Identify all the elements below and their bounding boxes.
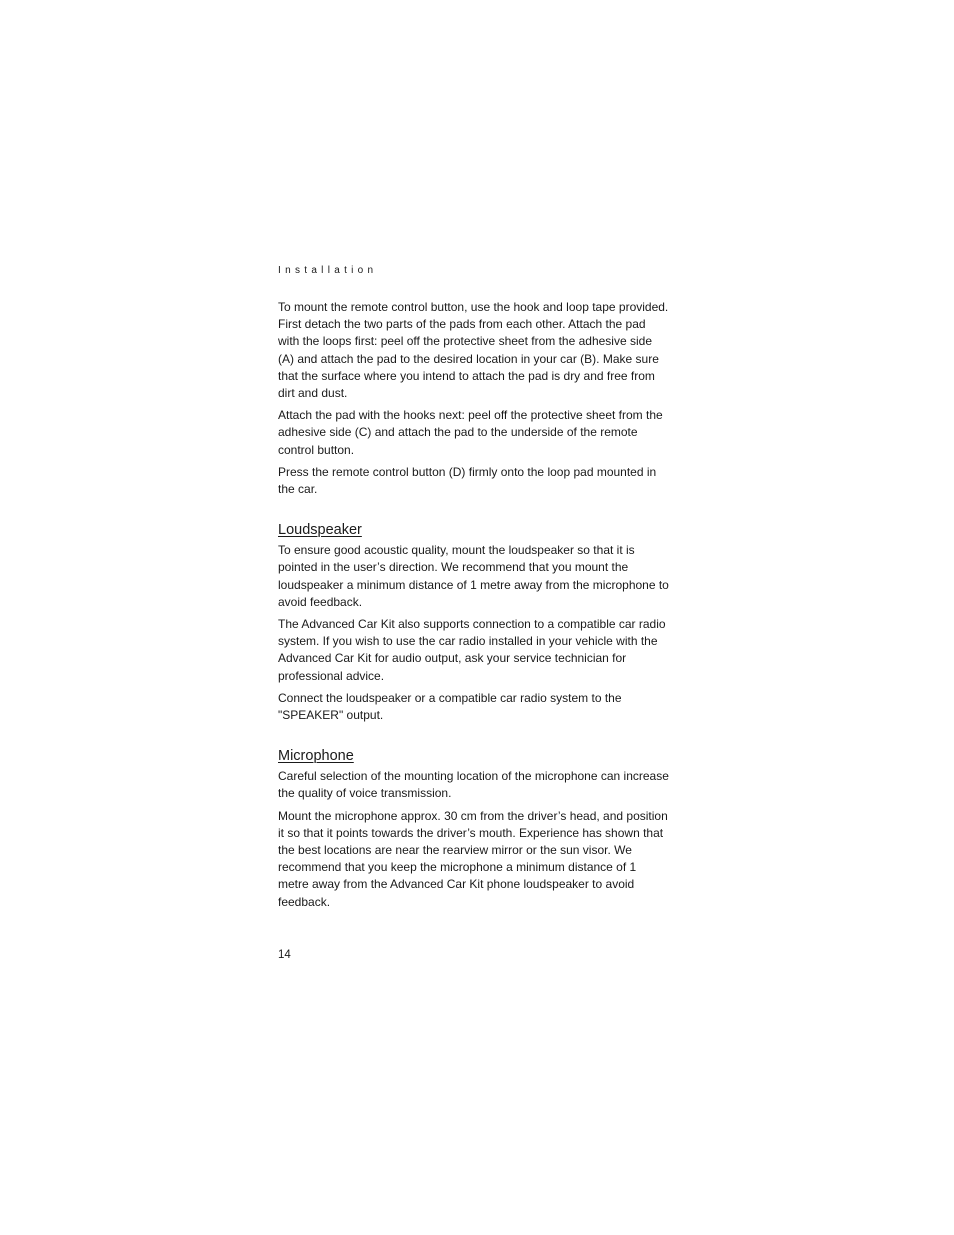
page-number: 14 bbox=[278, 949, 291, 961]
microphone-heading: Microphone bbox=[278, 748, 354, 765]
running-header: Installation bbox=[278, 265, 378, 276]
intro-paragraph-2: Attach the pad with the hooks next: peel off the protective sheet from the adhesive side (C) and attach the pad to the underside of the remote control button. bbox=[278, 408, 663, 457]
page-content bbox=[278, 299, 670, 916]
loudspeaker-heading: Loudspeaker bbox=[278, 522, 362, 539]
loudspeaker-section bbox=[278, 521, 670, 724]
manual-page bbox=[278, 0, 670, 1235]
intro-section bbox=[278, 299, 670, 498]
loudspeaker-paragraph-3: Connect the loudspeaker or a compatible car radio system to the "SPEAKER" output. bbox=[278, 690, 622, 723]
microphone-section bbox=[278, 747, 670, 911]
loudspeaker-paragraph-1: To ensure good acoustic quality, mount the loudspeaker so that it is pointed in the user’s direction. We recommend that you mount the loudspeaker a minimum distance of 1 metre away from the microphone to avoid feedback. bbox=[278, 543, 669, 609]
intro-paragraph-3: Press the remote control button (D) firmly onto the loop pad mounted in the car. bbox=[278, 464, 657, 497]
intro-paragraph-1: To mount the remote control button, use the hook and loop tape provided. First detach the two parts of the pads from each other. Attach the pad with the loops first: peel off the protective sheet from the adhesive side (A) and attach the pad to the desired location in your car (B). Make sure that the surface where you intend to attach the pad is dry and free from dirt and dust. bbox=[278, 300, 669, 401]
loudspeaker-paragraph-2: The Advanced Car Kit also supports connection to a compatible car radio system. If you wish to use the car radio installed in your vehicle with the Advanced Car Kit for audio output, ask your service technician for professional advice. bbox=[278, 617, 666, 683]
microphone-paragraph-2: Mount the microphone approx. 30 cm from the driver’s head, and position it so that it points towards the driver’s mouth. Experience has shown that the best locations are near the rearview mirror or the sun visor. We recommend that you keep the microphone a minimum distance of 1 metre away from the Advanced Car Kit phone loudspeaker to avoid feedback. bbox=[278, 808, 668, 909]
microphone-paragraph-1: Careful selection of the mounting location of the microphone can increase the quality of voice transmission. bbox=[278, 769, 669, 801]
